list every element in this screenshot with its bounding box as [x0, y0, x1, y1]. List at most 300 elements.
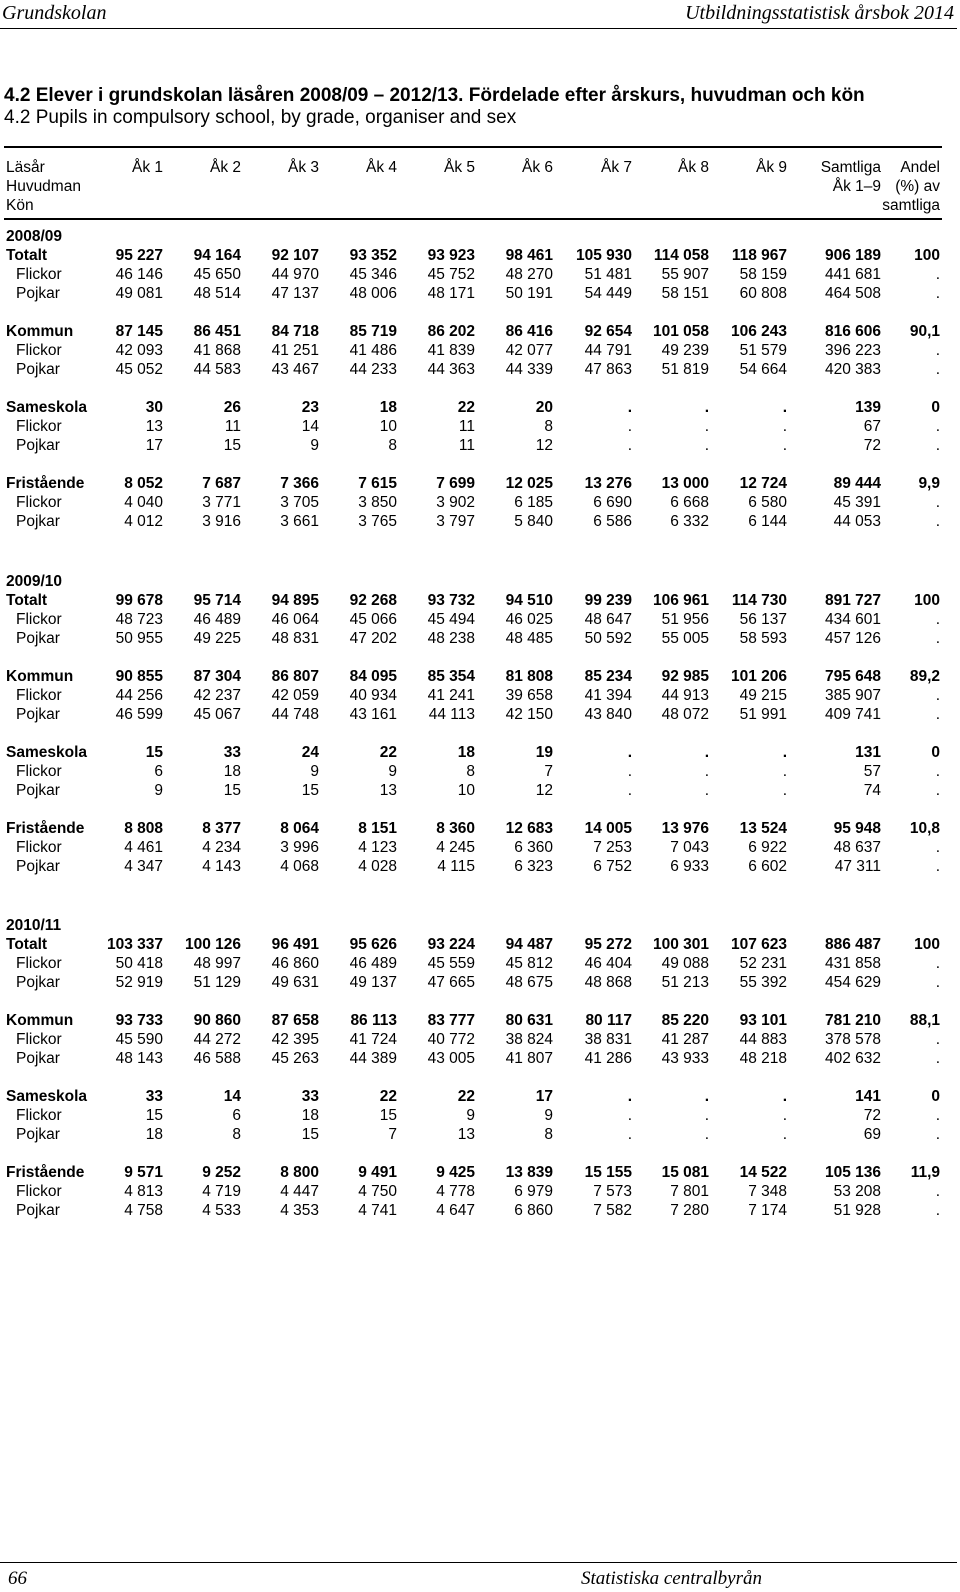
table-cell: .	[782, 1126, 787, 1143]
table-cell: 7 573	[593, 1183, 632, 1200]
table-cell: 95 626	[349, 936, 397, 953]
table-cell: 105 136	[824, 1164, 881, 1181]
table-cell: 795 648	[824, 668, 881, 685]
table-cell: 83 777	[427, 1012, 475, 1029]
table-cell: 84 718	[271, 323, 319, 340]
table-cell: 55 907	[661, 266, 709, 283]
table-cell: 51 819	[661, 361, 709, 378]
table-cell: 92 107	[271, 247, 319, 264]
table-cell: 41 724	[349, 1031, 397, 1048]
table-cell: 9 252	[202, 1164, 241, 1181]
table-cell: 9 571	[124, 1164, 163, 1181]
table-cell: 20	[535, 399, 553, 416]
table-cell: 86 416	[505, 323, 553, 340]
column-header-line: Åk 1–9	[832, 178, 881, 195]
table-cell: 9	[310, 763, 319, 780]
table-cell: .	[935, 418, 940, 435]
table-cell: .	[782, 437, 787, 454]
table-cell: 7 615	[358, 475, 397, 492]
table-cell: 441 681	[824, 266, 881, 283]
table-cell: 6 602	[748, 858, 787, 875]
table-cell: 15	[145, 744, 163, 761]
header-section: Grundskolan	[2, 2, 107, 24]
table-cell: 51 991	[739, 706, 787, 723]
table-cell: 13	[457, 1126, 475, 1143]
table-cell: 87 145	[115, 323, 163, 340]
table-cell: 93 101	[739, 1012, 787, 1029]
table-cell: 48 637	[833, 839, 881, 856]
table-cell: 44 748	[271, 706, 319, 723]
table-cell: 6 586	[593, 513, 632, 530]
running-header	[0, 2, 960, 34]
table-cell: 6 323	[514, 858, 553, 875]
table-cell: 33	[223, 744, 241, 761]
table-cell: 81 808	[505, 668, 553, 685]
table-cell: 94 164	[193, 247, 241, 264]
table-cell: 47 311	[834, 858, 881, 875]
table-cell: 90 855	[115, 668, 163, 685]
table-cell: .	[935, 1050, 940, 1067]
table-row	[0, 743, 960, 762]
table-cell: 114 730	[731, 592, 787, 609]
table-cell: 52 919	[115, 974, 163, 991]
table-cell: 3 902	[436, 494, 475, 511]
table-cell: .	[935, 706, 940, 723]
table-cell: .	[935, 361, 940, 378]
row-label: Sameskola	[6, 744, 87, 761]
table-row	[0, 284, 960, 303]
table-cell: 10,8	[909, 820, 940, 837]
table-cell: 106 961	[652, 592, 709, 609]
row-label: Flickor	[16, 1183, 62, 1200]
table-cell: 7 348	[748, 1183, 787, 1200]
table-cell: 7 253	[593, 839, 632, 856]
table-cell: 51 481	[584, 266, 632, 283]
table-cell: 18	[457, 744, 475, 761]
column-header-grade: Åk 4	[365, 159, 397, 176]
column-header-grade: Åk 3	[287, 159, 319, 176]
table-cell: 84 095	[349, 668, 397, 685]
table-cell: 85 719	[349, 323, 397, 340]
table-cell: 13	[145, 418, 163, 435]
table-cell: 57	[863, 763, 881, 780]
row-label: Flickor	[16, 687, 62, 704]
table-cell: 464 508	[824, 285, 881, 302]
table-cell: 7 699	[436, 475, 475, 492]
table-cell: 4 741	[358, 1202, 397, 1219]
row-label: Fristående	[6, 475, 85, 492]
row-label: Totalt	[6, 592, 48, 609]
table-cell: 86 807	[271, 668, 319, 685]
table-cell: 93 923	[427, 247, 475, 264]
table-cell: 6 580	[748, 494, 787, 511]
table-cell: 49 081	[115, 285, 163, 302]
column-header-line: Andel	[900, 159, 940, 176]
table-cell: 12 683	[505, 820, 553, 837]
table-cell: 457 126	[824, 630, 881, 647]
table-cell: 9 491	[358, 1164, 397, 1181]
table-row	[0, 1125, 960, 1144]
table-cell: .	[627, 418, 632, 435]
table-cell: 409 741	[824, 706, 881, 723]
table-cell: 6 332	[670, 513, 709, 530]
row-label: Flickor	[16, 266, 62, 283]
table-cell: 94 510	[505, 592, 553, 609]
table-cell: 454 629	[824, 974, 881, 991]
table-cell: 15	[223, 437, 241, 454]
table-title-swedish: 4.2 Elever i grundskolan läsåren 2008/09 – 2012/13. Fördelade efter årskurs, huvudman och kön	[4, 85, 865, 106]
table-cell: 48 723	[115, 611, 163, 628]
table-cell: 50 418	[115, 955, 163, 972]
table-cell: 139	[855, 399, 881, 416]
table-cell: 42 395	[271, 1031, 319, 1048]
table-row	[0, 954, 960, 973]
header-bottom-rule	[4, 218, 942, 220]
table-cell: 43 840	[584, 706, 632, 723]
table-cell: .	[935, 437, 940, 454]
table-cell: 434 601	[824, 611, 881, 628]
table-cell: 4 750	[358, 1183, 397, 1200]
table-cell: .	[935, 1202, 940, 1219]
table-cell: 95 714	[193, 592, 241, 609]
table-cell: 45 391	[833, 494, 881, 511]
table-cell: 92 268	[349, 592, 397, 609]
table-cell: 101 058	[652, 323, 709, 340]
table-cell: 87 658	[271, 1012, 319, 1029]
column-header-share	[882, 158, 940, 215]
table-cell: 45 067	[193, 706, 241, 723]
table-cell: 89 444	[833, 475, 881, 492]
table-cell: 8	[544, 418, 553, 435]
table-cell: 402 632	[824, 1050, 881, 1067]
table-cell: 14 522	[739, 1164, 787, 1181]
table-cell: 92 985	[661, 668, 709, 685]
table-cell: 18	[145, 1126, 163, 1143]
table-row	[0, 857, 960, 876]
table-row	[0, 705, 960, 724]
table-cell: 42 150	[505, 706, 553, 723]
table-row	[0, 246, 960, 265]
table-cell: .	[935, 1183, 940, 1200]
table-cell: 9,9	[918, 475, 940, 492]
table-cell: 100 126	[184, 936, 241, 953]
table-cell: .	[704, 744, 709, 761]
table-cell: .	[935, 1031, 940, 1048]
table-row	[0, 265, 960, 284]
table-cell: 13 839	[505, 1164, 553, 1181]
table-cell: 100	[914, 247, 940, 264]
table-cell: 11	[224, 418, 241, 435]
stub-header-line: Kön	[6, 197, 34, 214]
table-cell: 15	[301, 1126, 319, 1143]
table-row	[0, 1201, 960, 1220]
table-cell: 89,2	[909, 668, 940, 685]
column-header-grade: Åk 9	[755, 159, 787, 176]
table-cell: 58 159	[739, 266, 787, 283]
table-cell: 45 052	[115, 361, 163, 378]
table-cell: 4 647	[436, 1202, 475, 1219]
table-cell: 12 025	[505, 475, 553, 492]
stub-header-line: Läsår	[6, 159, 45, 176]
table-cell: 46 588	[193, 1050, 241, 1067]
table-row	[0, 1182, 960, 1201]
table-cell: 17	[535, 1088, 553, 1105]
table-cell: .	[935, 858, 940, 875]
row-label: Flickor	[16, 494, 62, 511]
table-cell: 49 239	[661, 342, 709, 359]
table-cell: 8	[544, 1126, 553, 1143]
table-cell: .	[935, 763, 940, 780]
table-row	[0, 762, 960, 781]
table-cell: 22	[379, 1088, 397, 1105]
table-cell: 47 202	[349, 630, 397, 647]
table-cell: 48 072	[661, 706, 709, 723]
table-cell: 3 771	[202, 494, 241, 511]
table-cell: 43 161	[349, 706, 397, 723]
table-cell: .	[782, 418, 787, 435]
table-row	[0, 1163, 960, 1182]
table-cell: 4 813	[124, 1183, 163, 1200]
table-cell: 95 948	[833, 820, 881, 837]
table-cell: .	[935, 630, 940, 647]
column-header-line: samtliga	[882, 197, 940, 214]
table-cell: .	[627, 744, 632, 761]
table-cell: 80 631	[505, 1012, 553, 1029]
table-row	[0, 838, 960, 857]
table-cell: 42 093	[115, 342, 163, 359]
column-header-grade: Åk 5	[443, 159, 475, 176]
table-cell: 44 272	[193, 1031, 241, 1048]
table-cell: 14	[301, 418, 319, 435]
table-cell: 96 491	[271, 936, 319, 953]
column-header-grade: Åk 6	[521, 159, 553, 176]
table-cell: 86 113	[350, 1012, 397, 1029]
table-cell: 51 129	[193, 974, 241, 991]
table-cell: .	[704, 437, 709, 454]
table-cell: 40 772	[427, 1031, 475, 1048]
row-label: Pojkar	[16, 630, 60, 647]
row-label: Pojkar	[16, 706, 60, 723]
row-label: Pojkar	[16, 513, 60, 530]
table-cell: 93 224	[427, 936, 475, 953]
table-cell: 11,9	[910, 1164, 940, 1181]
year-label: 2008/09	[6, 228, 63, 245]
row-label: Flickor	[16, 342, 62, 359]
table-cell: 4 040	[124, 494, 163, 511]
table-cell: 8	[466, 763, 475, 780]
table-cell: 7 687	[202, 475, 241, 492]
table-cell: .	[935, 839, 940, 856]
table-cell: 6 185	[514, 494, 553, 511]
table-cell: .	[627, 399, 632, 416]
table-cell: 94 895	[271, 592, 319, 609]
table-cell: 48 997	[193, 955, 241, 972]
table-cell: 46 599	[115, 706, 163, 723]
table-cell: 93 352	[349, 247, 397, 264]
table-cell: 7 582	[593, 1202, 632, 1219]
table-cell: 41 394	[584, 687, 632, 704]
table-cell: 50 592	[584, 630, 632, 647]
table-cell: 0	[931, 744, 940, 761]
table-cell: 4 123	[358, 839, 397, 856]
table-cell: 13 276	[584, 475, 632, 492]
table-cell: .	[704, 1126, 709, 1143]
table-cell: 105 930	[575, 247, 632, 264]
table-cell: 9	[544, 1107, 553, 1124]
table-cell: 114 058	[653, 247, 709, 264]
column-header-line: Samtliga	[820, 159, 881, 176]
table-cell: .	[627, 437, 632, 454]
table-cell: 100	[914, 592, 940, 609]
table-cell: 49 225	[193, 630, 241, 647]
table-cell: 14 005	[584, 820, 632, 837]
table-cell: 378 578	[824, 1031, 881, 1048]
table-cell: 51 956	[661, 611, 709, 628]
column-header-grade: Åk 7	[600, 159, 632, 176]
table-cell: 14	[223, 1088, 241, 1105]
table-cell: 100	[914, 936, 940, 953]
row-label: Pojkar	[16, 437, 60, 454]
table-cell: 11	[458, 437, 475, 454]
table-cell: 19	[535, 744, 553, 761]
table-cell: 18	[379, 399, 397, 416]
table-cell: 48 006	[349, 285, 397, 302]
row-label: Kommun	[6, 668, 74, 685]
table-cell: 45 066	[349, 611, 397, 628]
table-cell: 40 934	[349, 687, 397, 704]
table-cell: 43 005	[427, 1050, 475, 1067]
table-cell: 95 227	[115, 247, 163, 264]
table-cell: 44 113	[428, 706, 475, 723]
table-cell: 92 654	[584, 323, 632, 340]
table-cell: 90,1	[909, 323, 940, 340]
row-label: Pojkar	[16, 285, 60, 302]
table-cell: 9	[154, 782, 163, 799]
table-cell: 41 839	[427, 342, 475, 359]
table-cell: 3 765	[358, 513, 397, 530]
table-cell: 69	[863, 1126, 881, 1143]
table-cell: .	[627, 1107, 632, 1124]
table-cell: 8 151	[358, 820, 397, 837]
table-cell: 87 304	[193, 668, 241, 685]
table-cell: 18	[223, 763, 241, 780]
table-cell: .	[935, 342, 940, 359]
table-cell: 93 733	[115, 1012, 163, 1029]
table-cell: 95 272	[584, 936, 632, 953]
table-cell: 3 705	[280, 494, 319, 511]
table-cell: 48 868	[584, 974, 632, 991]
table-cell: .	[935, 494, 940, 511]
table-cell: .	[704, 782, 709, 799]
table-cell: 80 117	[585, 1012, 632, 1029]
table-cell: 46 489	[193, 611, 241, 628]
table-cell: 420 383	[824, 361, 881, 378]
table-cell: 7 801	[670, 1183, 709, 1200]
table-cell: 7 280	[670, 1202, 709, 1219]
table-cell: 48 270	[505, 266, 553, 283]
table-row	[0, 610, 960, 629]
table-cell: 15	[145, 1107, 163, 1124]
table-cell: 7 366	[280, 475, 319, 492]
table-cell: .	[704, 763, 709, 780]
table-cell: .	[935, 955, 940, 972]
table-title-english: 4.2 Pupils in compulsory school, by grade, organiser and sex	[4, 107, 517, 128]
table-row	[0, 512, 960, 531]
row-label: Pojkar	[16, 858, 60, 875]
table-cell: 4 719	[202, 1183, 241, 1200]
table-cell: 48 171	[427, 285, 475, 302]
row-label: Flickor	[16, 839, 62, 856]
table-row	[0, 591, 960, 610]
table-row	[0, 935, 960, 954]
table-row	[0, 667, 960, 686]
table-cell: .	[627, 1126, 632, 1143]
table-cell: 118 967	[731, 247, 787, 264]
table-cell: 45 650	[193, 266, 241, 283]
table-cell: 6 690	[593, 494, 632, 511]
table-cell: 72	[863, 1107, 881, 1124]
table-cell: 0	[931, 1088, 940, 1105]
table-cell: 30	[145, 399, 163, 416]
table-cell: 8 052	[124, 475, 163, 492]
table-cell: 4 245	[436, 839, 475, 856]
table-cell: 8 808	[124, 820, 163, 837]
table-cell: 22	[457, 1088, 475, 1105]
table-cell: 131	[855, 744, 881, 761]
table-cell: 86 451	[193, 323, 241, 340]
table-cell: 24	[301, 744, 319, 761]
table-cell: 4 778	[436, 1183, 475, 1200]
table-cell: 10	[379, 418, 397, 435]
table-cell: .	[704, 1107, 709, 1124]
table-cell: 46 860	[271, 955, 319, 972]
table-row	[0, 398, 960, 417]
table-cell: 46 489	[349, 955, 397, 972]
table-cell: .	[782, 763, 787, 780]
table-cell: 4 234	[202, 839, 241, 856]
table-cell: 6 668	[670, 494, 709, 511]
table-row	[0, 360, 960, 379]
table-cell: 86 202	[427, 323, 475, 340]
row-label: Fristående	[6, 1164, 85, 1181]
table-cell: 17	[145, 437, 163, 454]
table-cell: 60 808	[739, 285, 787, 302]
table-cell: 4 533	[202, 1202, 241, 1219]
table-cell: 48 831	[271, 630, 319, 647]
table-cell: 44 339	[505, 361, 553, 378]
table-cell: 8 377	[202, 820, 241, 837]
table-cell: .	[935, 266, 940, 283]
header-rule	[0, 28, 957, 29]
table-cell: 52 231	[739, 955, 787, 972]
column-header-line: (%) av	[895, 178, 940, 195]
table-row	[0, 341, 960, 360]
table-cell: 41 241	[427, 687, 475, 704]
table-cell: 54 664	[739, 361, 787, 378]
table-cell: 49 631	[271, 974, 319, 991]
table-cell: 4 068	[280, 858, 319, 875]
footer-publisher: Statistiska centralbyrån	[580, 1568, 762, 1589]
table-cell: 49 137	[349, 974, 397, 991]
table-cell: 58 593	[739, 630, 787, 647]
table-cell: 7 043	[670, 839, 709, 856]
table-row	[0, 474, 960, 493]
table-cell: 46 404	[584, 955, 632, 972]
table-cell: 22	[457, 399, 475, 416]
table-cell: 48 218	[739, 1050, 787, 1067]
table-cell: 94 487	[505, 936, 553, 953]
table-cell: .	[627, 782, 632, 799]
